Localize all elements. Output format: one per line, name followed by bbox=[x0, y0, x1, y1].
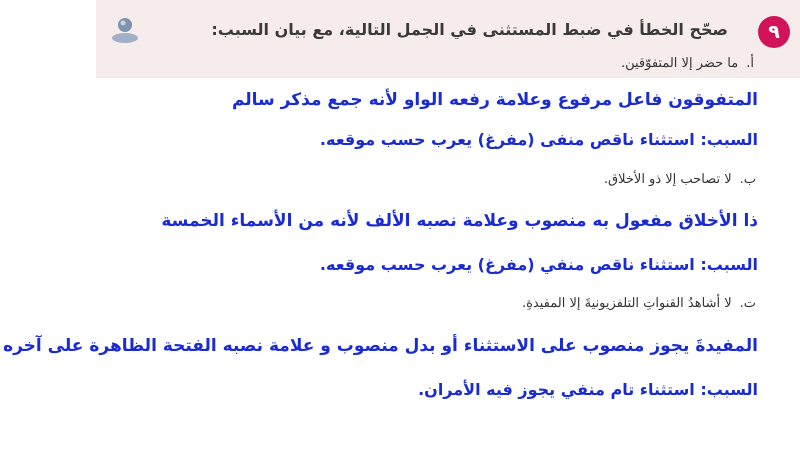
exercise-number: ٩ bbox=[768, 21, 780, 43]
sentence-a-text: ما حضر إلا المتفوّقين. bbox=[620, 56, 739, 71]
reason-c: السبب: استثناء تام منفي يجوز فيه الأمران. bbox=[418, 380, 758, 399]
item-label-a: أ. bbox=[746, 56, 754, 71]
item-label-b: ب. bbox=[739, 172, 756, 187]
exercise-number-badge bbox=[758, 16, 790, 48]
answer-a: المتفوقون فاعل مرفوع وعلامة رفعه الواو لأنه جمع مذكر سالم bbox=[231, 90, 758, 110]
sentence-b-text: لا تصاحب إلا ذو الأخلاق. bbox=[603, 172, 732, 187]
user-icon bbox=[110, 14, 140, 44]
sentence-c bbox=[522, 296, 756, 311]
reason-a: السبب: استثناء ناقص منفى (مفرغ) يعرب حسب موقعه. bbox=[319, 130, 758, 149]
answer-b: ذا الأخلاق مفعول به منصوب وعلامة نصبه الألف لأنه من الأسماء الخمسة bbox=[161, 211, 758, 231]
answer-c: المفيدةَ يجوز منصوب على الاستثناء أو بدل منصوب و علامة نصبه الفتحة الظاهرة على آخره bbox=[3, 336, 758, 356]
exercise-instruction: صحّح الخطأ في ضبط المستثنى في الجمل التالية، مع بيان السبب: bbox=[211, 20, 728, 39]
item-label-c: ت. bbox=[739, 296, 756, 311]
sentence-b bbox=[604, 172, 756, 187]
reason-b: السبب: استثناء ناقص منفي (مفرغ) يعرب حسب موقعه. bbox=[319, 255, 758, 274]
sentence-a bbox=[621, 56, 754, 71]
sentence-c-text: لا أشاهدُ القنواتِ التلفزيونيةَ إلا المفيدةِ. bbox=[521, 296, 732, 311]
